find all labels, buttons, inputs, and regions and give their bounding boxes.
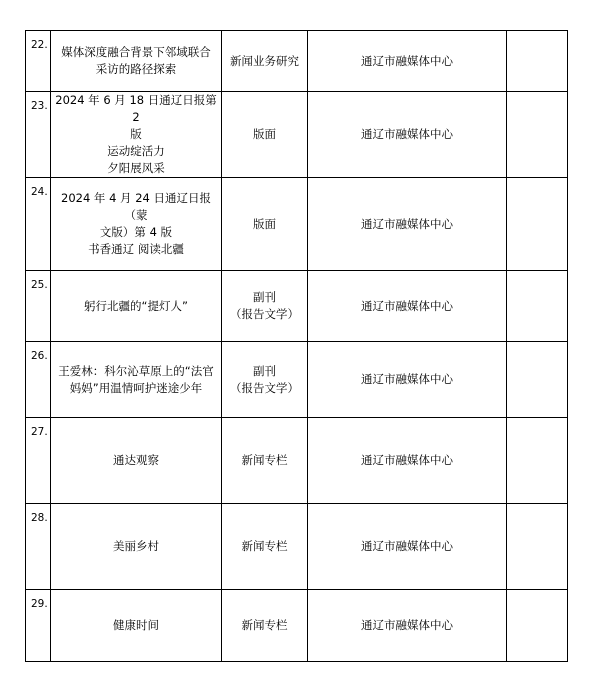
work-title-line: 版 (130, 127, 142, 141)
note-cell (507, 342, 568, 418)
work-category (222, 504, 308, 590)
work-title-line: 王爱林：科尔沁草原上的“法官 (58, 363, 214, 378)
note-cell (507, 178, 568, 271)
work-title (51, 504, 222, 590)
table-row (26, 342, 568, 418)
work-category-line: 新闻专栏 (241, 618, 288, 632)
work-category (222, 590, 308, 662)
table-row (26, 418, 568, 504)
work-category-line: 新闻专栏 (241, 539, 288, 553)
table-row (26, 590, 568, 662)
work-title (51, 271, 222, 342)
work-title (51, 178, 222, 271)
work-category (222, 178, 308, 271)
work-category (222, 92, 308, 178)
work-category (222, 271, 308, 342)
work-title (51, 590, 222, 662)
table-row (26, 178, 568, 271)
work-category (222, 342, 308, 418)
work-title (51, 418, 222, 504)
row-number: 25. (26, 271, 51, 342)
work-title (51, 31, 222, 92)
row-number: 23. (26, 92, 51, 178)
row-number: 28. (26, 504, 51, 590)
row-number: 22. (26, 31, 51, 92)
work-title-line: 书香通辽 阅读北疆 (88, 242, 184, 256)
work-title-line: 运动绽活力 (107, 144, 165, 158)
work-title-line: 妈妈”用温情呵护迷途少年 (69, 380, 203, 395)
note-cell (507, 418, 568, 504)
submitting-unit: 通辽市融媒体中心 (308, 178, 507, 271)
work-title (51, 342, 222, 418)
row-number: 29. (26, 590, 51, 662)
work-category-line: 副刊 (253, 363, 276, 378)
work-title (51, 92, 222, 178)
note-cell (507, 590, 568, 662)
row-number: 26. (26, 342, 51, 418)
work-category-line: 版面 (253, 216, 276, 231)
work-title-line: 媒体深度融合背景下邻域联合 (61, 45, 211, 59)
work-title-line: 躬行北疆的“提灯人” (84, 298, 188, 313)
work-title-line: 2024 年 4 月 24 日通辽日报（蒙 (61, 191, 211, 222)
work-category-line: 副刊 (253, 290, 276, 304)
submitting-unit: 通辽市融媒体中心 (308, 590, 507, 662)
table-row (26, 504, 568, 590)
table-row (26, 271, 568, 342)
note-cell (507, 504, 568, 590)
award-entries-table (25, 30, 568, 662)
work-category-line: 新闻专栏 (241, 453, 288, 467)
row-number: 27. (26, 418, 51, 504)
note-cell (507, 271, 568, 342)
work-title-line: 健康时间 (113, 618, 159, 632)
table-row (26, 92, 568, 178)
work-category-line: （报告文学） (230, 307, 299, 321)
note-cell (507, 92, 568, 178)
submitting-unit: 通辽市融媒体中心 (308, 92, 507, 178)
submitting-unit: 通辽市融媒体中心 (308, 271, 507, 342)
work-category (222, 418, 308, 504)
work-title-line: 采访的路径探索 (95, 62, 177, 76)
work-category-line: 新闻业务研究 (230, 53, 299, 68)
work-category-line: （报告文学） (230, 380, 299, 395)
work-title-line: 美丽乡村 (113, 539, 159, 553)
submitting-unit: 通辽市融媒体中心 (308, 31, 507, 92)
submitting-unit: 通辽市融媒体中心 (308, 504, 507, 590)
work-title-line: 文版）第 4 版 (99, 225, 173, 239)
work-title-line: 通达观察 (113, 453, 159, 467)
work-category (222, 31, 308, 92)
row-number: 24. (26, 178, 51, 271)
work-category-line: 版面 (253, 127, 276, 141)
table-row (26, 31, 568, 92)
work-title-line: 夕阳展风采 (107, 161, 165, 175)
submitting-unit: 通辽市融媒体中心 (308, 342, 507, 418)
work-title-line: 2024 年 6 月 18 日通辽日报第 2 (55, 93, 217, 124)
note-cell (507, 31, 568, 92)
submitting-unit: 通辽市融媒体中心 (308, 418, 507, 504)
